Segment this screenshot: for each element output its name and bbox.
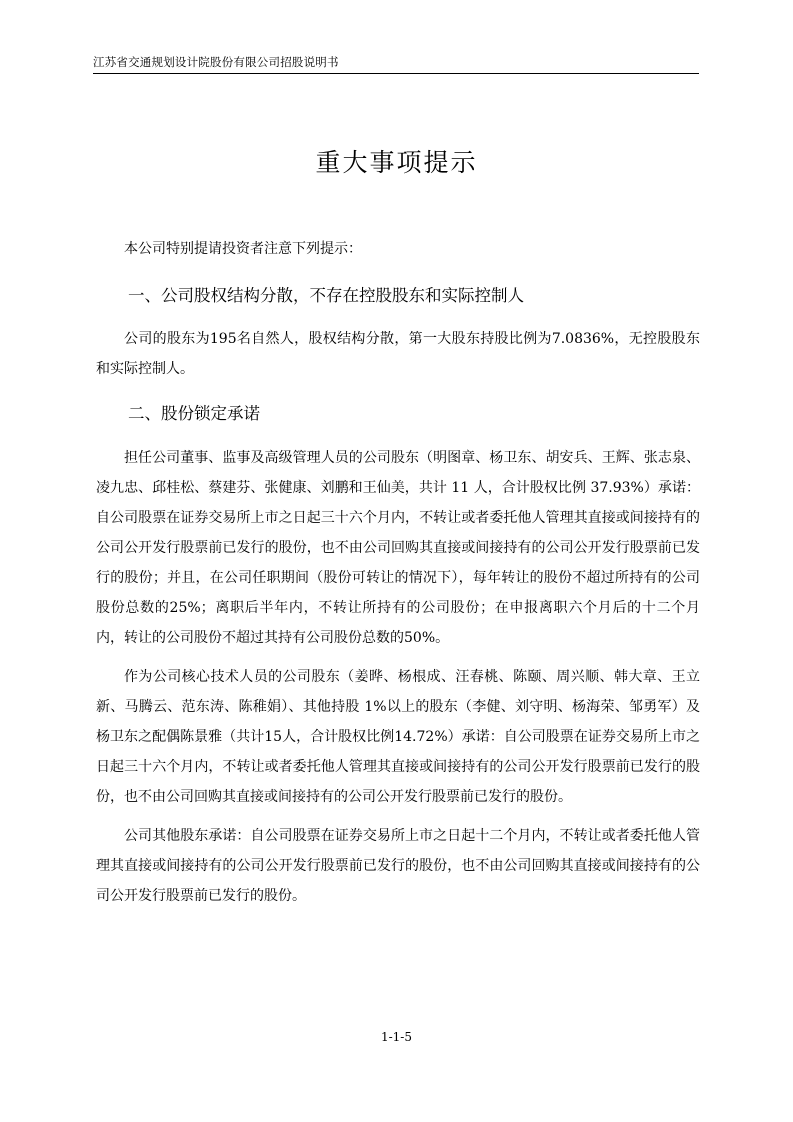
- page-header: [93, 52, 699, 74]
- section-heading-1: 一、公司股权结构分散，不存在控股股东和实际控制人: [128, 286, 524, 305]
- header-title: 江苏省交通规划设计院股份有限公司招股说明书: [93, 55, 339, 69]
- page-title: 重大事项提示: [315, 148, 478, 177]
- document-body: [96, 234, 700, 911]
- section-heading-2: 二、股份锁定承诺: [128, 404, 260, 423]
- section-1-paragraph-1: 公司的股东为195名自然人，股权结构分散，第一大股东持股比例为7.0836%，无控股股东和实际控制人。: [96, 331, 700, 377]
- section-2-paragraph-2: 作为公司核心技术人员的公司股东（姜晔、杨根成、汪春桃、陈颐、周兴顺、韩大章、王立新、马腾云、范东涛、陈稚娟）、其他持股 1%以上的股东（李健、刘守明、杨海荣、邹勇军）及杨卫东之配偶陈景雅（共计15人，合计股权比例14.72%）承诺：自公司股票在证券交易所上市之日起三十六个月内，不转让或者委托他人管理其直接或间接持有的公司公开发行股票前已发行的股份，也不由公司回购其直接或间接持有的公司公开发行股票前已发行的股份。: [96, 669, 700, 805]
- page-number: 1-1-5: [380, 1030, 412, 1044]
- section-2-paragraph-3: 公司其他股东承诺：自公司股票在证券交易所上市之日起十二个月内，不转让或者委托他人管理其直接或间接持有的公司公开发行股票前已发行的股份，也不由公司回购其直接或间接持有的公司公开发行股票前已发行的股份。: [96, 828, 700, 904]
- section-2-paragraph-1: 担任公司董事、监事及高级管理人员的公司股东（明图章、杨卫东、胡安兵、王辉、张志泉、凌九忠、邱桂松、蔡建芬、张健康、刘鹏和王仙美，共计 11 人，合计股权比例 37.93%）承诺：自公司股票在证券交易所上市之日起三十六个月内，不转让或者委托他人管理其直接或间接持有的公司公开发行股票前已发行的股份，也不由公司回购其直接或间接持有的公司公开发行股票前已发行的股份；并且，在公司任职期间（股份可转让的情况下），每年转让的股份不超过所持有的公司股份总数的25%；离职后半年内，不转让所持有的公司股份；在申报离职六个月后的十二个月内，转让的公司股份不超过其持有公司股份总数的50%。: [96, 450, 700, 646]
- intro-paragraph: 本公司特别提请投资者注意下列提示：: [124, 241, 362, 257]
